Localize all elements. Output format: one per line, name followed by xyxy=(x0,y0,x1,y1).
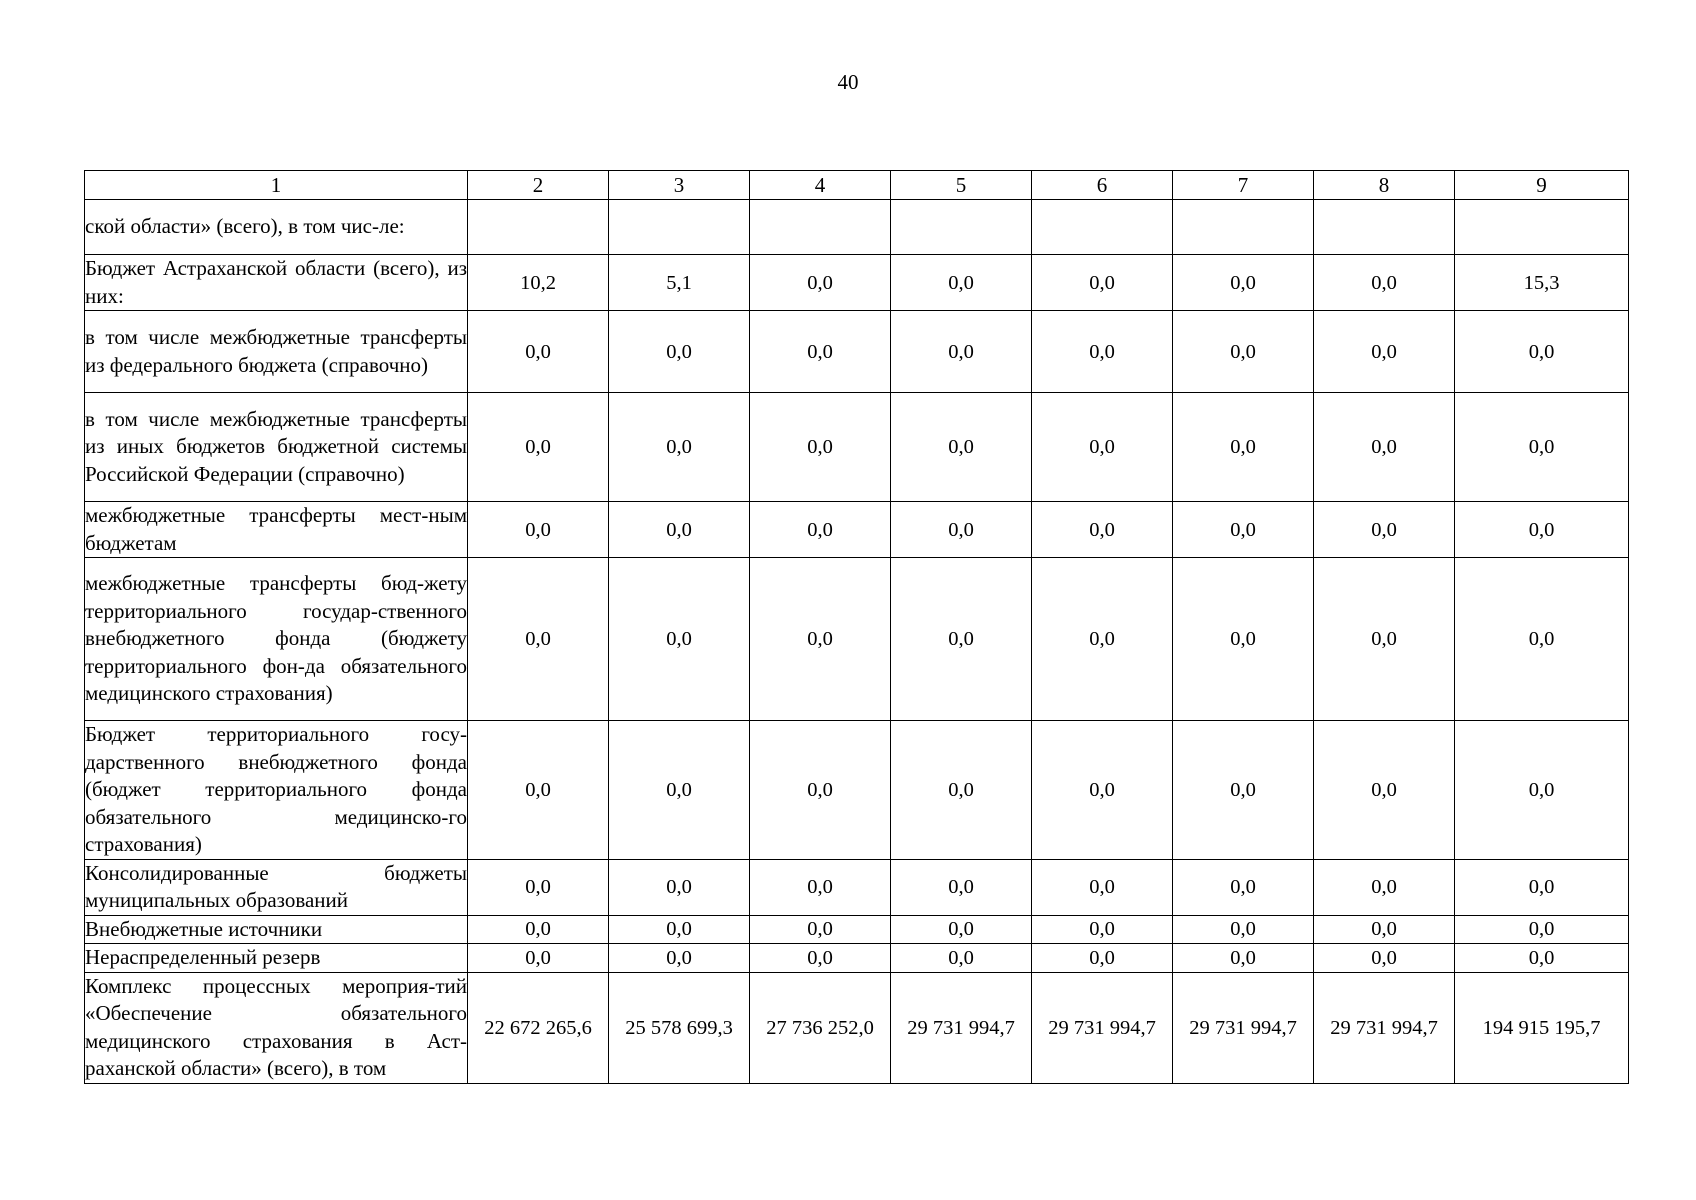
cell-col-3: 5,1 xyxy=(609,255,750,311)
cell-col-8: 0,0 xyxy=(1314,915,1455,944)
cell-col-2: 0,0 xyxy=(468,502,609,558)
cell-col-5: 0,0 xyxy=(891,915,1032,944)
cell-col-7: 0,0 xyxy=(1173,944,1314,973)
table-row xyxy=(85,311,1629,393)
cell-col-6: 0,0 xyxy=(1032,859,1173,915)
cell-col-8: 0,0 xyxy=(1314,255,1455,311)
cell-col-4: 0,0 xyxy=(750,502,891,558)
cell-col-3: 0,0 xyxy=(609,721,750,860)
cell-col-7: 0,0 xyxy=(1173,311,1314,393)
cell-col-8: 0,0 xyxy=(1314,721,1455,860)
table-row xyxy=(85,915,1629,944)
cell-col-6: 0,0 xyxy=(1032,721,1173,860)
row-label: ской области» (всего), в том чис-ле: xyxy=(85,200,468,255)
cell-col-5: 0,0 xyxy=(891,502,1032,558)
cell-col-9: 194 915 195,7 xyxy=(1455,972,1629,1083)
cell-col-4: 0,0 xyxy=(750,558,891,721)
cell-col-4: 0,0 xyxy=(750,721,891,860)
table-row xyxy=(85,721,1629,860)
cell-col-8: 0,0 xyxy=(1314,944,1455,973)
cell-col-6: 0,0 xyxy=(1032,944,1173,973)
cell-col-6 xyxy=(1032,200,1173,255)
cell-col-2: 0,0 xyxy=(468,721,609,860)
cell-col-5: 0,0 xyxy=(891,311,1032,393)
cell-col-9 xyxy=(1455,200,1629,255)
cell-col-2: 0,0 xyxy=(468,944,609,973)
cell-col-3: 0,0 xyxy=(609,859,750,915)
cell-col-5: 29 731 994,7 xyxy=(891,972,1032,1083)
column-header-5: 5 xyxy=(891,171,1032,200)
cell-col-9: 0,0 xyxy=(1455,915,1629,944)
cell-col-8 xyxy=(1314,200,1455,255)
cell-col-7: 0,0 xyxy=(1173,721,1314,860)
cell-col-6: 0,0 xyxy=(1032,502,1173,558)
cell-col-2: 0,0 xyxy=(468,558,609,721)
cell-col-9: 0,0 xyxy=(1455,558,1629,721)
cell-col-4: 0,0 xyxy=(750,859,891,915)
page-number: 40 xyxy=(837,70,859,94)
row-label: Консолидированные бюджеты муниципальных образований xyxy=(85,859,468,915)
table-row xyxy=(85,502,1629,558)
column-header-2: 2 xyxy=(468,171,609,200)
cell-col-4: 0,0 xyxy=(750,311,891,393)
table-row xyxy=(85,859,1629,915)
cell-col-7 xyxy=(1173,200,1314,255)
column-header-8: 8 xyxy=(1314,171,1455,200)
cell-col-7: 0,0 xyxy=(1173,255,1314,311)
table-row xyxy=(85,393,1629,502)
cell-col-4: 0,0 xyxy=(750,915,891,944)
cell-col-8: 0,0 xyxy=(1314,502,1455,558)
cell-col-3: 0,0 xyxy=(609,944,750,973)
cell-col-8: 0,0 xyxy=(1314,393,1455,502)
cell-col-4: 0,0 xyxy=(750,393,891,502)
cell-col-6: 29 731 994,7 xyxy=(1032,972,1173,1083)
cell-col-6: 0,0 xyxy=(1032,393,1173,502)
cell-col-9: 0,0 xyxy=(1455,859,1629,915)
cell-col-2: 0,0 xyxy=(468,915,609,944)
cell-col-3: 0,0 xyxy=(609,502,750,558)
cell-col-3: 25 578 699,3 xyxy=(609,972,750,1083)
cell-col-9: 0,0 xyxy=(1455,502,1629,558)
cell-col-2: 0,0 xyxy=(468,859,609,915)
cell-col-3: 0,0 xyxy=(609,311,750,393)
cell-col-9: 0,0 xyxy=(1455,944,1629,973)
row-label: межбюджетные трансферты бюд-жету территориального государ-ственного внебюджетного фонда (бюджету территориального фон-да обязательного медицинского страхования) xyxy=(85,558,468,721)
cell-col-8: 0,0 xyxy=(1314,859,1455,915)
row-label: Комплекс процессных мероприя-тий «Обеспечение обязательного медицинского страхования в Аст-раханской области» (всего), в том xyxy=(85,972,468,1083)
cell-col-7: 0,0 xyxy=(1173,915,1314,944)
cell-col-6: 0,0 xyxy=(1032,311,1173,393)
cell-col-6: 0,0 xyxy=(1032,915,1173,944)
cell-col-4: 27 736 252,0 xyxy=(750,972,891,1083)
table-row xyxy=(85,944,1629,973)
cell-col-8: 0,0 xyxy=(1314,558,1455,721)
cell-col-5: 0,0 xyxy=(891,558,1032,721)
row-label: межбюджетные трансферты мест-ным бюджетам xyxy=(85,502,468,558)
column-header-9: 9 xyxy=(1455,171,1629,200)
cell-col-9: 0,0 xyxy=(1455,721,1629,860)
cell-col-2: 10,2 xyxy=(468,255,609,311)
column-header-6: 6 xyxy=(1032,171,1173,200)
row-label: Бюджет Астраханской области (всего), из них: xyxy=(85,255,468,311)
cell-col-9: 15,3 xyxy=(1455,255,1629,311)
cell-col-7: 0,0 xyxy=(1173,558,1314,721)
cell-col-5: 0,0 xyxy=(891,255,1032,311)
cell-col-7: 29 731 994,7 xyxy=(1173,972,1314,1083)
cell-col-2 xyxy=(468,200,609,255)
cell-col-2: 0,0 xyxy=(468,311,609,393)
table-row xyxy=(85,558,1629,721)
row-label: Бюджет территориального госу-дарственного внебюджетного фонда (бюджет территориального фонда обязательного медицинско-го страхования) xyxy=(85,721,468,860)
cell-col-9: 0,0 xyxy=(1455,393,1629,502)
table-row xyxy=(85,200,1629,255)
column-header-3: 3 xyxy=(609,171,750,200)
cell-col-8: 0,0 xyxy=(1314,311,1455,393)
column-header-4: 4 xyxy=(750,171,891,200)
cell-col-3: 0,0 xyxy=(609,558,750,721)
table-row xyxy=(85,972,1629,1083)
cell-col-4: 0,0 xyxy=(750,255,891,311)
cell-col-7: 0,0 xyxy=(1173,502,1314,558)
cell-col-5 xyxy=(891,200,1032,255)
column-header-7: 7 xyxy=(1173,171,1314,200)
column-header-1: 1 xyxy=(85,171,468,200)
row-label: Внебюджетные источники xyxy=(85,915,468,944)
cell-col-2: 0,0 xyxy=(468,393,609,502)
cell-col-5: 0,0 xyxy=(891,721,1032,860)
cell-col-6: 0,0 xyxy=(1032,255,1173,311)
cell-col-5: 0,0 xyxy=(891,944,1032,973)
cell-col-7: 0,0 xyxy=(1173,859,1314,915)
budget-table xyxy=(84,170,1629,1084)
row-label: Нераспределенный резерв xyxy=(85,944,468,973)
cell-col-5: 0,0 xyxy=(891,859,1032,915)
cell-col-3: 0,0 xyxy=(609,393,750,502)
cell-col-4 xyxy=(750,200,891,255)
cell-col-4: 0,0 xyxy=(750,944,891,973)
cell-col-8: 29 731 994,7 xyxy=(1314,972,1455,1083)
cell-col-9: 0,0 xyxy=(1455,311,1629,393)
table-row xyxy=(85,255,1629,311)
cell-col-5: 0,0 xyxy=(891,393,1032,502)
cell-col-3: 0,0 xyxy=(609,915,750,944)
cell-col-6: 0,0 xyxy=(1032,558,1173,721)
cell-col-2: 22 672 265,6 xyxy=(468,972,609,1083)
row-label: в том числе межбюджетные трансферты из иных бюджетов бюджетной системы Российской Федерации (справочно) xyxy=(85,393,468,502)
row-label: в том числе межбюджетные трансферты из федерального бюджета (справочно) xyxy=(85,311,468,393)
cell-col-7: 0,0 xyxy=(1173,393,1314,502)
header-row xyxy=(85,171,1629,200)
cell-col-3 xyxy=(609,200,750,255)
